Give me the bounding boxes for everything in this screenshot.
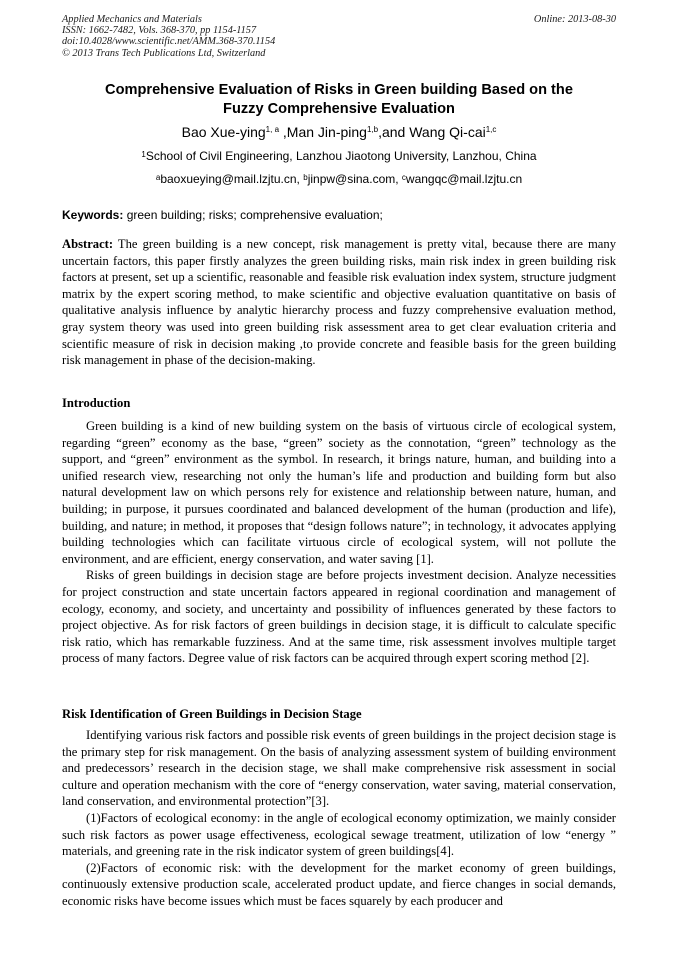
introduction-body bbox=[62, 418, 616, 667]
online-date: Online: 2013-08-30 bbox=[533, 14, 616, 25]
affiliation-text: School of Civil Engineering, Lanzhou Jiaotong University, Lanzhou, China bbox=[145, 149, 537, 163]
risk-paragraph-1: Identifying various risk factors and possible risk events of green buildings in the project decision stage is the primary step for risk management. On the basis of analyzing assessment system of building environment and predecessors’ research in the decision stage, we shall make comprehensive risk assessment in social culture and operation mechanism with the core of “energy conservation, water saving, material conservation, land conservation, and environmental protection”[3]. bbox=[62, 728, 616, 809]
email-b: jinpw@sina.com, bbox=[307, 172, 402, 186]
author-3: ,and Wang Qi-cai bbox=[378, 124, 486, 140]
author-3-marker: 1,c bbox=[485, 125, 497, 134]
journal-name: Applied Mechanics and Materials bbox=[62, 14, 202, 25]
affiliation bbox=[62, 149, 616, 164]
keywords-text: green building; risks; comprehensive evaluation; bbox=[123, 208, 383, 222]
running-header bbox=[62, 14, 616, 59]
risk-identification-body bbox=[62, 727, 616, 910]
issn-line: ISSN: 1662-7482, Vols. 368-370, pp 1154-1157 bbox=[62, 25, 257, 37]
intro-paragraph-2: Risks of green buildings in decision stage are before projects investment decision. Analyze necessities for project construction and state uncertain factors appeared in regional coordination and management of ecology, economy, and society, and uncertainty and possibility of influences generated by these factors to project objective. As for risk factors of green buildings in decision stage, it is difficult to calculate specific risk ratio, which has remarkable fuzziness. And at the same time, risk assessment involves multiple target process of many factors. Degree value of risk factors can be acquired through expert scoring method [2]. bbox=[62, 568, 616, 666]
title-line-2: Fuzzy Comprehensive Evaluation bbox=[223, 101, 455, 117]
risk-paragraph-3: (2)Factors of economic risk: with the development for the market economy of green buildings, continuously extensive production scale, accelerated product update, and fierce changes in social demands, economic risks have become issues which must be faces squarely by each producer and bbox=[62, 860, 616, 908]
author-1-marker: 1, a bbox=[265, 125, 280, 134]
paper-title bbox=[62, 81, 616, 119]
email-b-marker: b bbox=[303, 173, 308, 182]
abstract-text: The green building is a new concept, risk management is pretty vital, because there are many uncertain factors, this paper firstly analyzes the green building risks, main risk index in green building risk factors at present, set up a scientific, reasonable and feasible risk evaluation index system, structure judgment matrix by the expert scoring method, to make scientific and objective evaluation quantitative on basis of qualitative analysis influence by analytic hierarchy process and fuzzy comprehensive evaluation method, gray system theory was used into green building risk assessment area to get clear evaluation criteria and scientific measure of risk in decision making ,to provide concrete and feasible basis for the green building risk management in phase of the decision-making. bbox=[62, 237, 616, 368]
affiliation-marker: 1 bbox=[141, 150, 146, 159]
keywords-label: Keywords: bbox=[62, 208, 124, 222]
doi-line: doi:10.4028/www.scientific.net/AMM.368-370.1154 bbox=[62, 36, 276, 48]
intro-paragraph-1: Green building is a kind of new building system on the basis of virtuous circle of ecological system, regarding “green” economy as the base, “green” society as the connotation, “green” technology as the support, and “green” environment as the symbol. In research, it brings nature, human, and building into a unified research view, researching not only the human’s life and production and building form but also natural development law on which persons rely for existence and relationship between nature, human, and building; in purpose, it pursues coordinated and balanced development of the human (production and life), building, and nature; in method, it proposes that “design follows nature”; in technology, it advocates applying building technologies which can facilitate virtuous circle of ecological system, will not pollute the environment, and are efficient, energy conservation, and water saving [1]. bbox=[62, 419, 616, 566]
email-a: baoxueying@mail.lzjtu.cn, bbox=[160, 172, 304, 186]
copyright-line: © 2013 Trans Tech Publications Ltd, Switzerland bbox=[62, 47, 266, 59]
abstract bbox=[62, 236, 616, 369]
email-c: wangqc@mail.lzjtu.cn bbox=[405, 172, 523, 186]
author-2: ,Man Jin-ping bbox=[279, 124, 367, 140]
author-list bbox=[62, 123, 616, 141]
abstract-label: Abstract: bbox=[62, 237, 114, 251]
section-heading-risk-identification: Risk Identification of Green Buildings in Decision Stage bbox=[62, 707, 362, 721]
author-emails bbox=[62, 172, 616, 187]
section-heading-introduction: Introduction bbox=[62, 396, 131, 410]
keywords bbox=[62, 208, 616, 223]
title-line-1: Comprehensive Evaluation of Risks in Green building Based on the bbox=[105, 82, 573, 98]
email-c-marker: c bbox=[401, 173, 406, 182]
author-2-marker: 1,b bbox=[366, 125, 379, 134]
risk-paragraph-2: (1)Factors of ecological economy: in the angle of ecological economy optimization, we mainly consider such risk factors as power usage effectiveness, ecological sewage treatment, utilization of low “energy ” materials, and greening rate in the risk indicator system of green buildings[4]. bbox=[62, 810, 616, 859]
email-a-marker: a bbox=[155, 173, 161, 182]
author-1: Bao Xue-ying bbox=[181, 124, 266, 140]
